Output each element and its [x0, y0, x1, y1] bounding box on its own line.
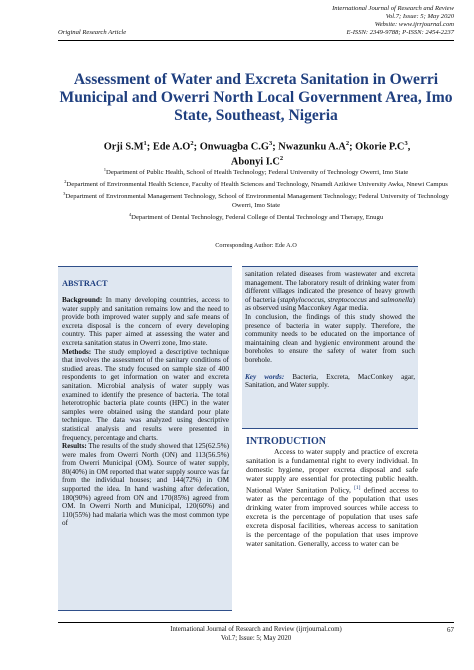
paper-title: Assessment of Water and Excreta Sanitation in Owerri Municipal and Owerri North Local Government Area, Imo State, Southeast, Nigeria: [59, 71, 453, 124]
abstract-continued-text: sanitation related diseases from wastewater and excreta management. The laboratory result of drinking water from different villages indicated the presence of heavy growth of bacteria (staphylococcus, streptococcus and salmonella) as observed using Macconkey Agar media. In conclusion, the findings of this study showed the presence of bacteria in water supply. Therefore, the community needs to be educated on the importance of maintaining clean and hygienic environment around the boreholes to ensure the safety of water from such borehole. Key words: Bacteria, Excreta, MacConkey agar, Sanitation, and Water supply.: [245, 270, 415, 390]
journal-website[interactable]: Website: www.ijrrjournal.com: [374, 21, 454, 28]
introduction-text: Access to water supply and practice of excreta sanitation is a fundamental right to every individual. In domestic hygiene, proper excreta disposal and safe water supply are essential for protecting public health. National Water Sanitation Policy, [1] defined access to water as the percentage of the population that uses drinking water from improved sources while access to excreta is the percentage of population that uses safe excreta disposal facilities, whereas access to sanitation is the percentage of the population that uses improve water sanitation. Generally, access to water can be: [246, 447, 418, 548]
abstract-box: [58, 266, 232, 611]
introduction-heading: INTRODUCTION: [246, 436, 327, 447]
affiliation: $^3$Department of Environmental Management Technology, School of Environmental Management Technology; Federal University of Technology Owerri, Imo State: [63, 191, 449, 210]
abstract-results: Results: The results of the study showed that 125(62.5%) were males from Owerri North (ON) and 113(56.5%) from Owerri Municipal (OM). Source of water supply, 80(40%) in OM reported that water supply source was far from the individual houses; and 144(72%) in OM supported the idea. In hand washing after defecation, 180(90%) agreed from ON and 170(85%) agreed from OM. In Owerri North and Municipal, 120(60%) and 110(55%) had malaria which was the most common type of: [62, 442, 230, 528]
author: Ede A.O: [152, 141, 191, 153]
author: Okorie P.C: [355, 141, 405, 153]
corresponding-author: Corresponding Author: Ede A.O: [215, 242, 297, 249]
abstract-conclusion: In conclusion, the findings of this study showed the presence of bacteria in water supply. Therefore, the community needs to be educated on the importance of maintaining clean and hygienic environment around the boreholes to ensure the safety of water from such borehole.: [245, 312, 415, 364]
journal-volume: Vol.7; Issue: 5; May 2020: [385, 13, 454, 20]
header-divider: [58, 40, 454, 41]
affiliation: $^4$Department of Dental Technology, Federal College of Dental Technology and Therapy, Enugu: [128, 211, 384, 222]
abstract-continued-box: [242, 266, 418, 429]
journal-name: International Journal of Research and Review: [332, 5, 454, 12]
affiliation: $^2$Department of Environmental Health Science, Faculty of Health Sciences and Technology, Nnamdi Azikiwe University Awka, Nnewi Campus: [64, 179, 448, 189]
author: Abonyi I.C: [230, 156, 280, 168]
abstract-methods: Methods: The study employed a descriptive technique that involves the assessment of the sanitary conditions of studied areas. The study focused on sample size of 400 respondents to get information on water and excreta sanitation. Microbial analysis of water supply was examined to identify the presence of bacteria. The total heterotrophic bacteria plate counts (HPC) in the water samples were obtained using the standard pour plate technique. The data was analyzed using descriptive statistical analysis and results were presented in frequency, percentage and charts.: [62, 347, 229, 442]
reference-link[interactable]: [1]: [354, 484, 361, 491]
affiliations: [58, 166, 454, 223]
author: Onwuagba C.G: [199, 141, 269, 153]
keywords: Key words: Bacteria, Excreta, MacConkey agar, Sanitation, and Water supply.: [245, 372, 415, 390]
journal-issn: E-ISSN: 2349-9788; P-ISSN: 2454-2237: [346, 29, 454, 36]
journal-header: [194, 5, 454, 37]
article-type: Original Research Article: [58, 29, 127, 36]
affiliation: $^1$Department of Public Health, School of Health Technology; Federal University of Technology Owerri, Imo State: [103, 167, 409, 177]
author: Nwazunku A.A: [278, 141, 346, 153]
abstract-background: Background: In many developing countries, access to water supply and sanitation remains low and the need to provide both improved water supply and safe means of excreta disposal is the concern of every developing country. This paper aimed at assessing the water and excreta sanitation status in Owerri zone, Imo state.: [62, 296, 229, 347]
footer-divider: [58, 622, 454, 623]
page-footer: International Journal of Research and Review (ijrrjournal.com) Vol.7; Issue: 5; May 2020: [170, 626, 342, 642]
author-list: Orji $S.M^1$; Ede $A.O^2$; Onwuagba $C.G^3$; Nwazunku $A.A^2$; Okorie $P.C^3$, Abonyi $I.C^2$: [103, 140, 411, 168]
page-number: 67: [447, 626, 454, 634]
abstract-text: [62, 296, 229, 528]
author: Orji S.M: [103, 141, 144, 153]
abstract-heading: ABSTRACT: [62, 279, 108, 288]
